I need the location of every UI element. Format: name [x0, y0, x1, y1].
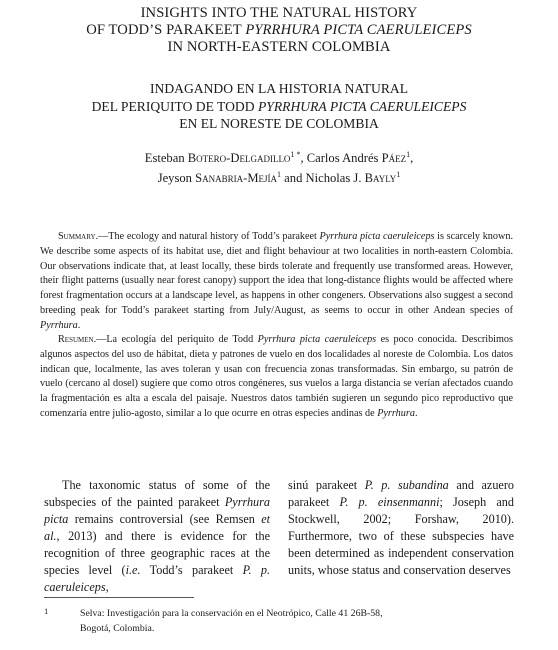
title-es-species: PYRRHURA PICTA CAERULEICEPS — [257, 98, 467, 114]
author-3-first: Jeyson — [157, 171, 196, 185]
summary-text-2: is scarcely known. We describe some aspects of its habitat use, diet and flight behaviour at two localities in north-eastern Colombia. Our observations indicate that, at least locally, these birds tolerate and frequently use transformed areas. However, their flight patterns (usually near forest canopy) support the idea that long-distance flights would be affected where forest fragmentation occurs at a landscape level, as happens in other congeners. Observations also suggest a second breeding peak for Todd’s parakeet starting from July/August, as seems to occur in other Andean species of — [40, 231, 513, 316]
footnote-line1: Selva: Investigación para la conservación en el Neotrópico, Calle 41 26B-58, — [80, 608, 383, 619]
title-es-line3: EN EL NORESTE DE COLOMBIA — [179, 116, 379, 131]
body-left-text-2: remains controversial (see Remsen — [68, 512, 262, 526]
body-right-text-1: sinú parakeet — [288, 478, 365, 492]
body-right-text-3: ; Joseph and Stockwell, 2002; Forshaw, 2010). Furthermore, two of these subspecies have been determined as independent conservation units, whose status and conservation deserves — [288, 495, 514, 577]
author-1-first: Esteban — [144, 151, 188, 165]
footnote-mark: 1 — [44, 606, 49, 616]
resumen-abstract — [40, 333, 513, 422]
author-2-affiliation: 1 — [406, 149, 411, 159]
title-en-line1: INSIGHTS INTO THE NATURAL HISTORY — [140, 5, 418, 21]
body-right-text-2: and azuero parakeet — [288, 478, 514, 509]
body-left-species: Pyrrhura picta — [44, 495, 270, 526]
authors-and: and — [281, 171, 306, 185]
body-left-subspecies: P. p. caeruleiceps — [44, 563, 270, 594]
body-left-text-5: , — [105, 580, 109, 594]
body-right-subspecies-1: P. p. subandina — [364, 478, 449, 492]
title-en-line2-text: OF TODD’S PARAKEET — [86, 22, 246, 38]
summary-end: . — [77, 319, 81, 331]
author-4-last: Bayly — [364, 171, 397, 185]
body-left-ie: i.e. — [125, 563, 141, 577]
resumen-genus: Pyrrhura — [377, 407, 415, 419]
author-2-last: Páez — [381, 151, 407, 165]
title-en-line2 — [0, 22, 558, 39]
title-es-line2 — [0, 98, 558, 116]
authors-line2 — [0, 168, 558, 188]
body-left-text-1: The taxonomic status of some of the subspecies of the painted parakeet — [44, 478, 270, 509]
author-4-affiliation: 1 — [396, 169, 401, 179]
body-right-subspecies-2: P. p. einsenmanni — [339, 495, 440, 509]
title-es-line2-text: DEL PERIQUITO DE TODD — [91, 98, 258, 114]
footnote — [44, 606, 514, 636]
summary-dash: .— — [95, 231, 109, 242]
title-es-line1: INDAGANDO EN LA HISTORIA NATURAL — [149, 81, 409, 96]
resumen-label: Resumen — [58, 334, 94, 345]
summary-species: Pyrrhura picta caeruleiceps — [319, 231, 435, 242]
title-english — [0, 5, 558, 56]
author-1-last: Botero-Delgadillo — [187, 151, 291, 165]
title-en-species: PYRRHURA PICTA CAERULEICEPS — [245, 22, 472, 38]
author-3-affiliation: 1 — [277, 169, 282, 179]
footnote-line2: Bogotá, Colombia. — [80, 623, 155, 634]
resumen-end: . — [414, 407, 418, 419]
summary-label: Summary — [58, 231, 96, 242]
resumen-species: Pyrrhura picta caeruleiceps — [257, 334, 377, 345]
author-4-first: Nicholas J. — [305, 171, 365, 185]
resumen-text-2: es poco conocida. Describimos algunos aspectos del uso de hábitat, dieta y patrones de vuelo en dos localidades al noreste de Colombia. Los datos indican que, localmente, las aves toleran y usan con frecuencia zonas transformadas. Sin embargo, su patrón de vuelo (cercano al dosel) sugiere que como otros congéneres, sus vuelos a larga distancia se verían afectados cuando la fragmentación es alta a escala del paisaje. Nuestros datos también sugieren un segundo pico reproductivo que comenzaría entre julio-agosto, similar a lo que ocurre en otras especies andinas de — [40, 334, 513, 419]
resumen-dash: .— — [93, 334, 107, 345]
resumen-text-1: La ecología del periquito de Todd — [106, 334, 258, 345]
author-list — [0, 148, 558, 188]
summary-text-1: The ecology and natural history of Todd’s parakeet — [108, 231, 320, 242]
footnote-divider — [44, 597, 194, 598]
body-left-text-4: Todd’s parakeet — [140, 563, 243, 577]
author-2-first: Carlos Andrés — [306, 151, 382, 165]
title-en-line3: IN NORTH-EASTERN COLOMBIA — [167, 39, 391, 55]
author-3-last: Sanabria-Mejía — [195, 171, 278, 185]
body-column-left — [44, 477, 270, 596]
body-left-etal: et al. — [44, 512, 270, 543]
summary-genus: Pyrrhura — [40, 319, 78, 331]
body-column-right — [288, 477, 514, 579]
summary-abstract — [40, 230, 513, 334]
title-spanish — [0, 80, 558, 133]
body-left-text-3: , 2013) and there is evidence for the recognition of three geographic races at the species level ( — [44, 529, 270, 577]
author-1-affiliation: 1 * — [290, 149, 301, 159]
authors-line1: Esteban Botero-Delgadillo$^{1 *}$, Carlos Andrés Páez$^1$, — [144, 149, 414, 165]
